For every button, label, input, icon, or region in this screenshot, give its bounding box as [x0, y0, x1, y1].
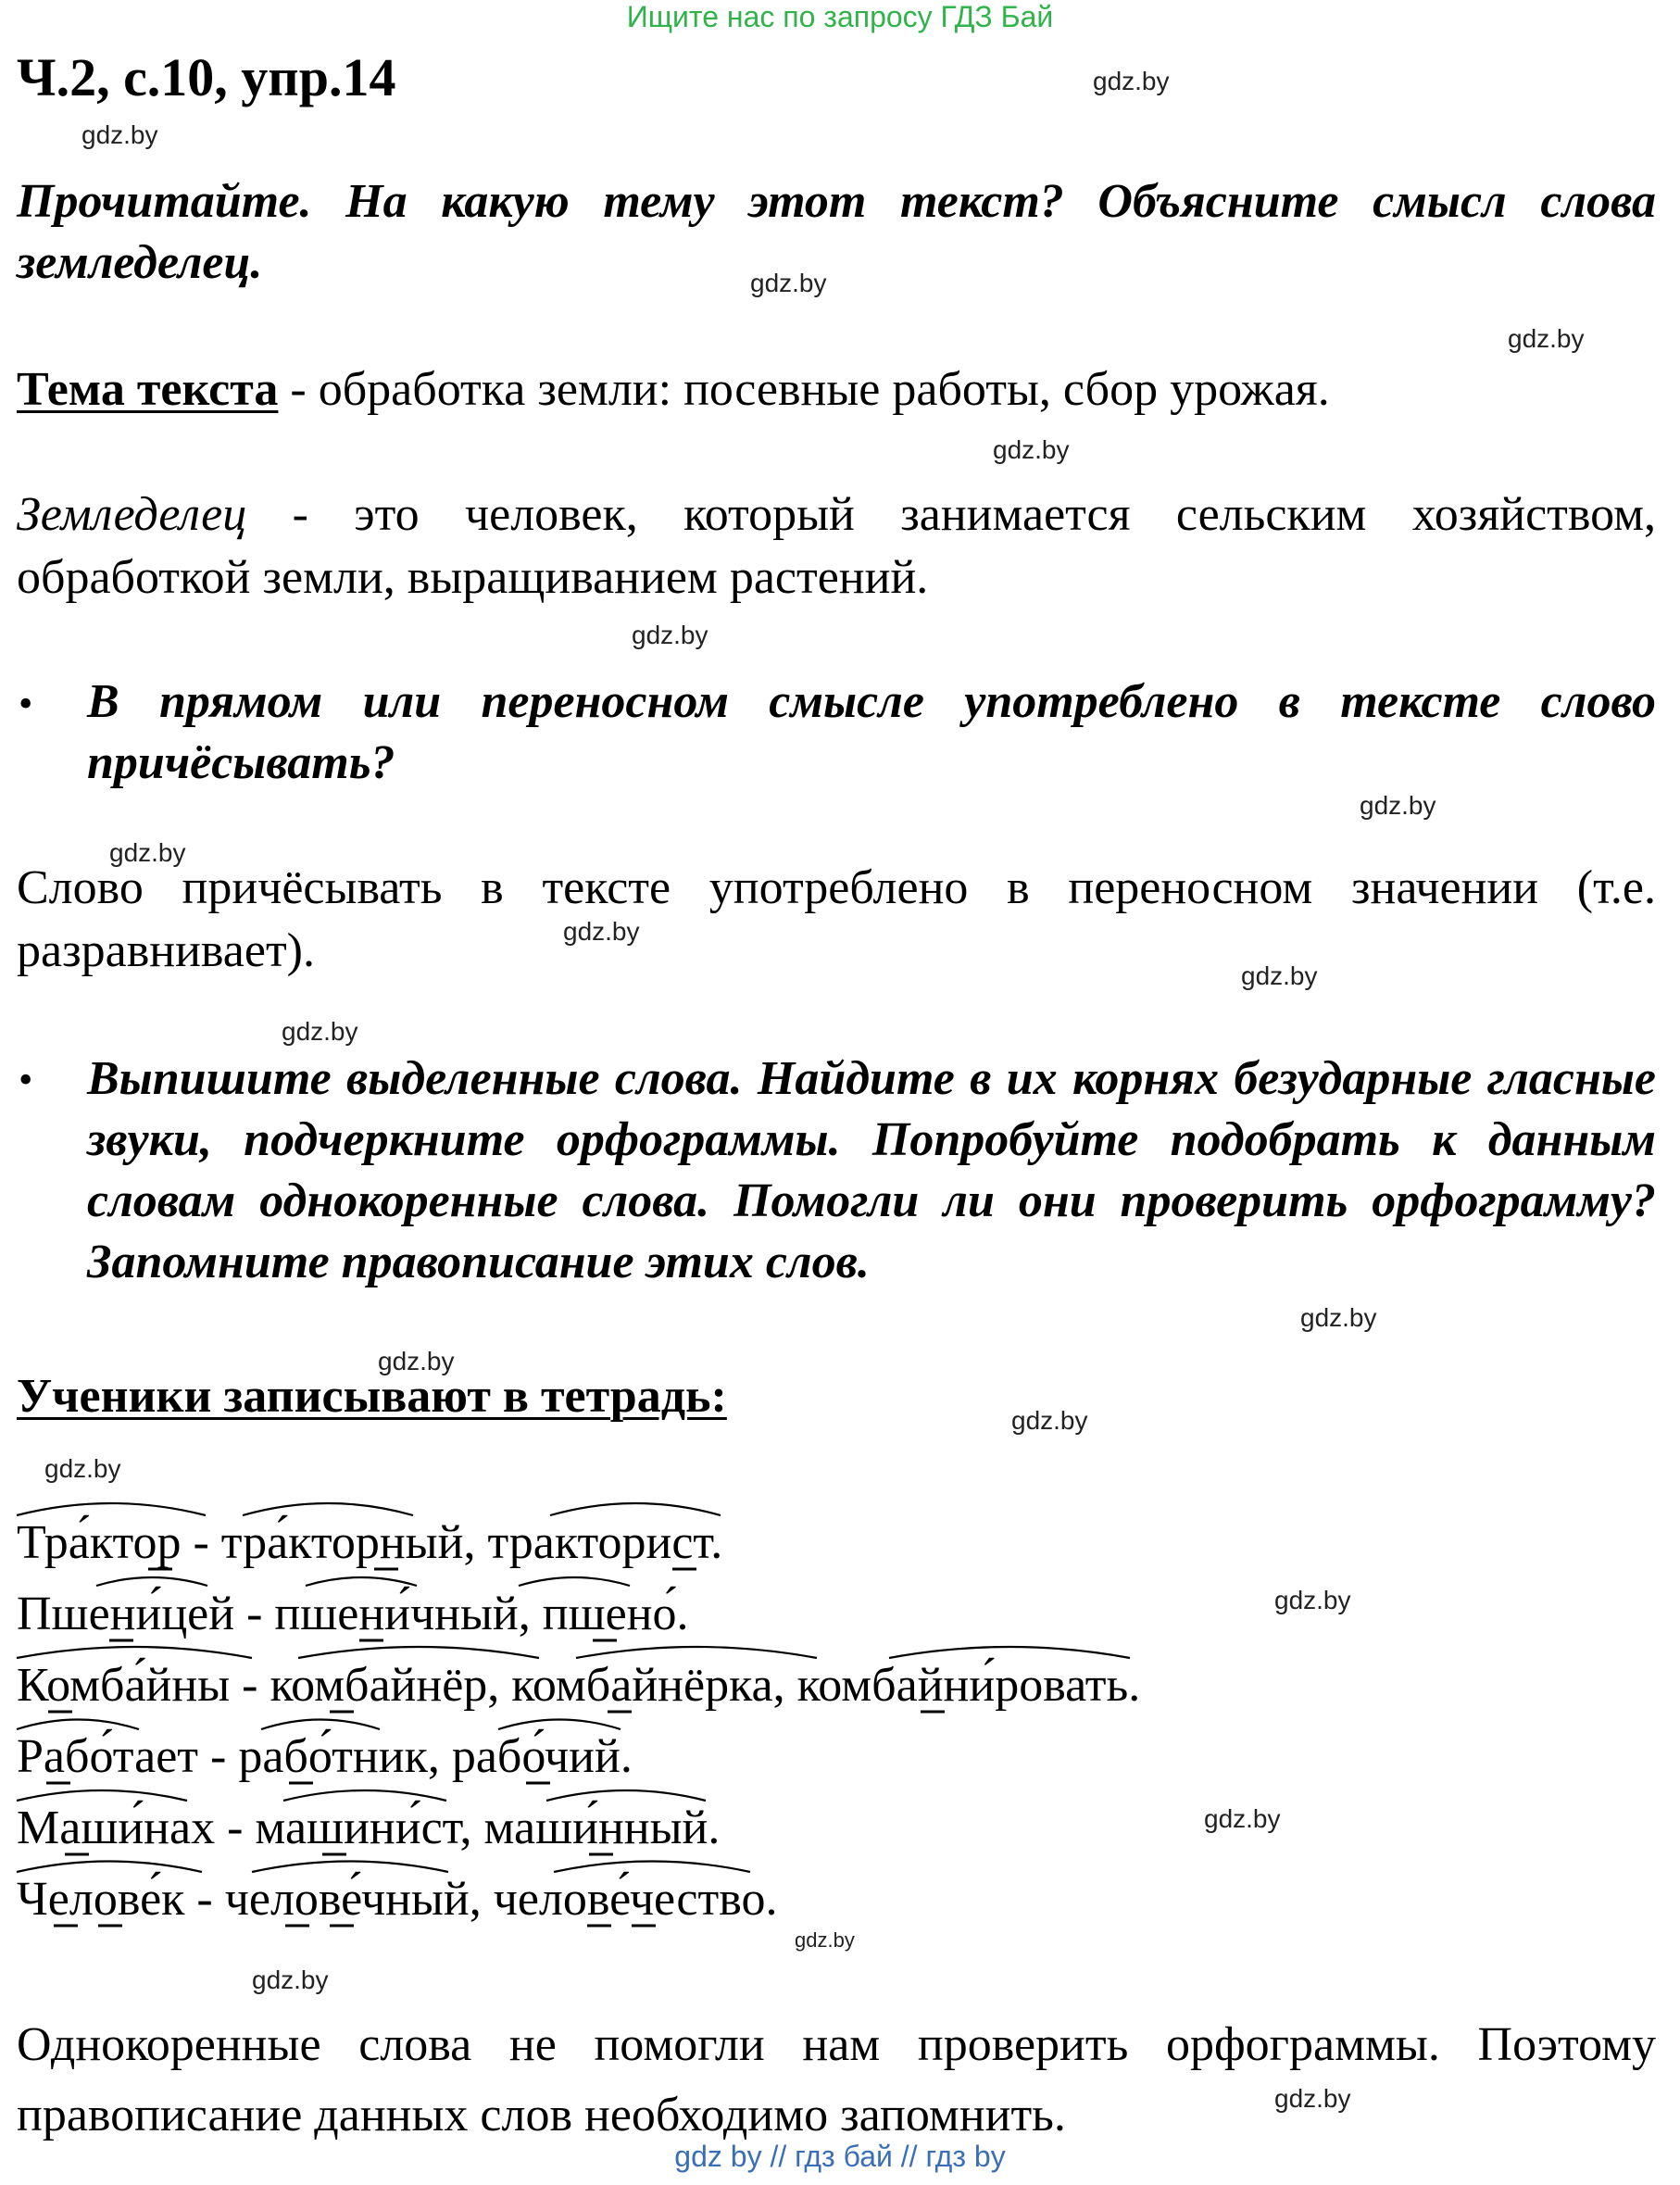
watermark: gdz.by	[282, 1017, 358, 1046]
root-arc	[576, 1647, 817, 1658]
root-arc	[519, 1577, 630, 1586]
watermark: gdz.by	[563, 917, 640, 946]
theme-label: Тема текста	[17, 363, 279, 416]
bullet-marker-2: •	[19, 1057, 33, 1102]
task-3-text: Выпишите выделенные слова. Найдите в их корнях безударные гласные звуки, подчеркните орфограммы. Попробуйте подобрать к данным словам однокоренные слова. Помогли ли они проверить орфограмму? Запомните правописание этих слов.	[87, 1052, 1656, 1288]
watermark: gdz.by	[109, 838, 186, 867]
root-arc	[889, 1647, 1130, 1658]
notebook-heading: Ученики записывают в тетрадь:	[17, 1370, 727, 1423]
watermark: gdz.by	[1093, 67, 1170, 95]
footer-links: gdz by // гдз бай // гдз by	[674, 2140, 1006, 2173]
definition-term: Земледелец	[17, 488, 247, 541]
definition-text: - это человек, который занимается сельским хозяйством, обработкой земли, выращиванием растений.	[17, 488, 1656, 604]
top-banner: Ищите нас по запросу ГДЗ Бай	[626, 0, 1054, 33]
page-title: Ч.2, с.10, упр.14	[17, 47, 396, 107]
root-arc	[283, 1790, 446, 1801]
watermark: gdz.by	[81, 120, 158, 149]
watermark: gdz.by	[252, 1965, 329, 1994]
watermark: gdz.by	[795, 1928, 855, 1952]
bullet-marker: •	[19, 681, 33, 726]
task-1-text: Прочитайте. На какую тему этот текст? Объясните смысл слова земледелец.	[17, 175, 1656, 289]
root-arc	[96, 1577, 207, 1586]
answer-2-paragraph: Слово причёсывать в тексте употреблено в переносном значении (т.е. разравнивает).	[17, 861, 1656, 977]
root-arc	[554, 1862, 750, 1873]
root-arc	[546, 1790, 706, 1801]
root-arc	[252, 1862, 448, 1873]
conclusion-paragraph: Однокоренные слова не помогли нам проверить орфограммы. Поэтому правописание данных слов необходимо запомнить.	[17, 2018, 1656, 2141]
example-line-1: Тра́ктор - тра́кторный, тракторист.	[17, 1516, 723, 1569]
watermark: gdz.by	[378, 1347, 455, 1375]
task-2-text: В прямом или переносном смысле употреблено в тексте слово причёсывать?	[87, 675, 1656, 789]
watermark: gdz.by	[1508, 324, 1585, 353]
root-arc	[298, 1647, 539, 1658]
root-arc	[550, 1503, 721, 1515]
example-line-6: Челове́к - челове́чный, челове́чество.	[17, 1873, 778, 1926]
root-arc	[498, 1720, 621, 1730]
theme-text: - обработка земли: посевные работы, сбор урожая.	[278, 363, 1330, 416]
example-line-3: Комба́йны - комбайнёр, комбайнёрка, комбайни́ровать.	[17, 1659, 1141, 1712]
root-arc	[261, 1720, 380, 1730]
watermark: gdz.by	[1300, 1303, 1377, 1332]
watermark: gdz.by	[1011, 1406, 1088, 1435]
example-line-2: Пшени́цей - пшени́чный, пшено́.	[17, 1588, 689, 1640]
watermark: gdz.by	[1204, 1804, 1281, 1833]
watermark: gdz.by	[1274, 2084, 1351, 2113]
root-arc	[243, 1503, 413, 1515]
root-arc	[17, 1647, 252, 1658]
watermark: gdz.by	[1241, 961, 1318, 990]
example-line-4: Рабо́тает - рабо́тник, рабо́чий.	[17, 1730, 633, 1783]
root-arc	[17, 1862, 202, 1873]
root-arc	[306, 1577, 417, 1586]
watermark: gdz.by	[44, 1454, 121, 1483]
root-arc	[17, 1720, 139, 1730]
root-arc	[17, 1790, 187, 1801]
watermark: gdz.by	[1360, 791, 1436, 820]
watermark: gdz.by	[632, 621, 708, 649]
watermark: gdz.by	[1274, 1586, 1351, 1614]
example-line-5: Маши́нах - машини́ст, маши́нный.	[17, 1802, 721, 1854]
root-arc	[17, 1503, 206, 1515]
watermark: gdz.by	[993, 435, 1070, 464]
watermark: gdz.by	[750, 269, 827, 297]
